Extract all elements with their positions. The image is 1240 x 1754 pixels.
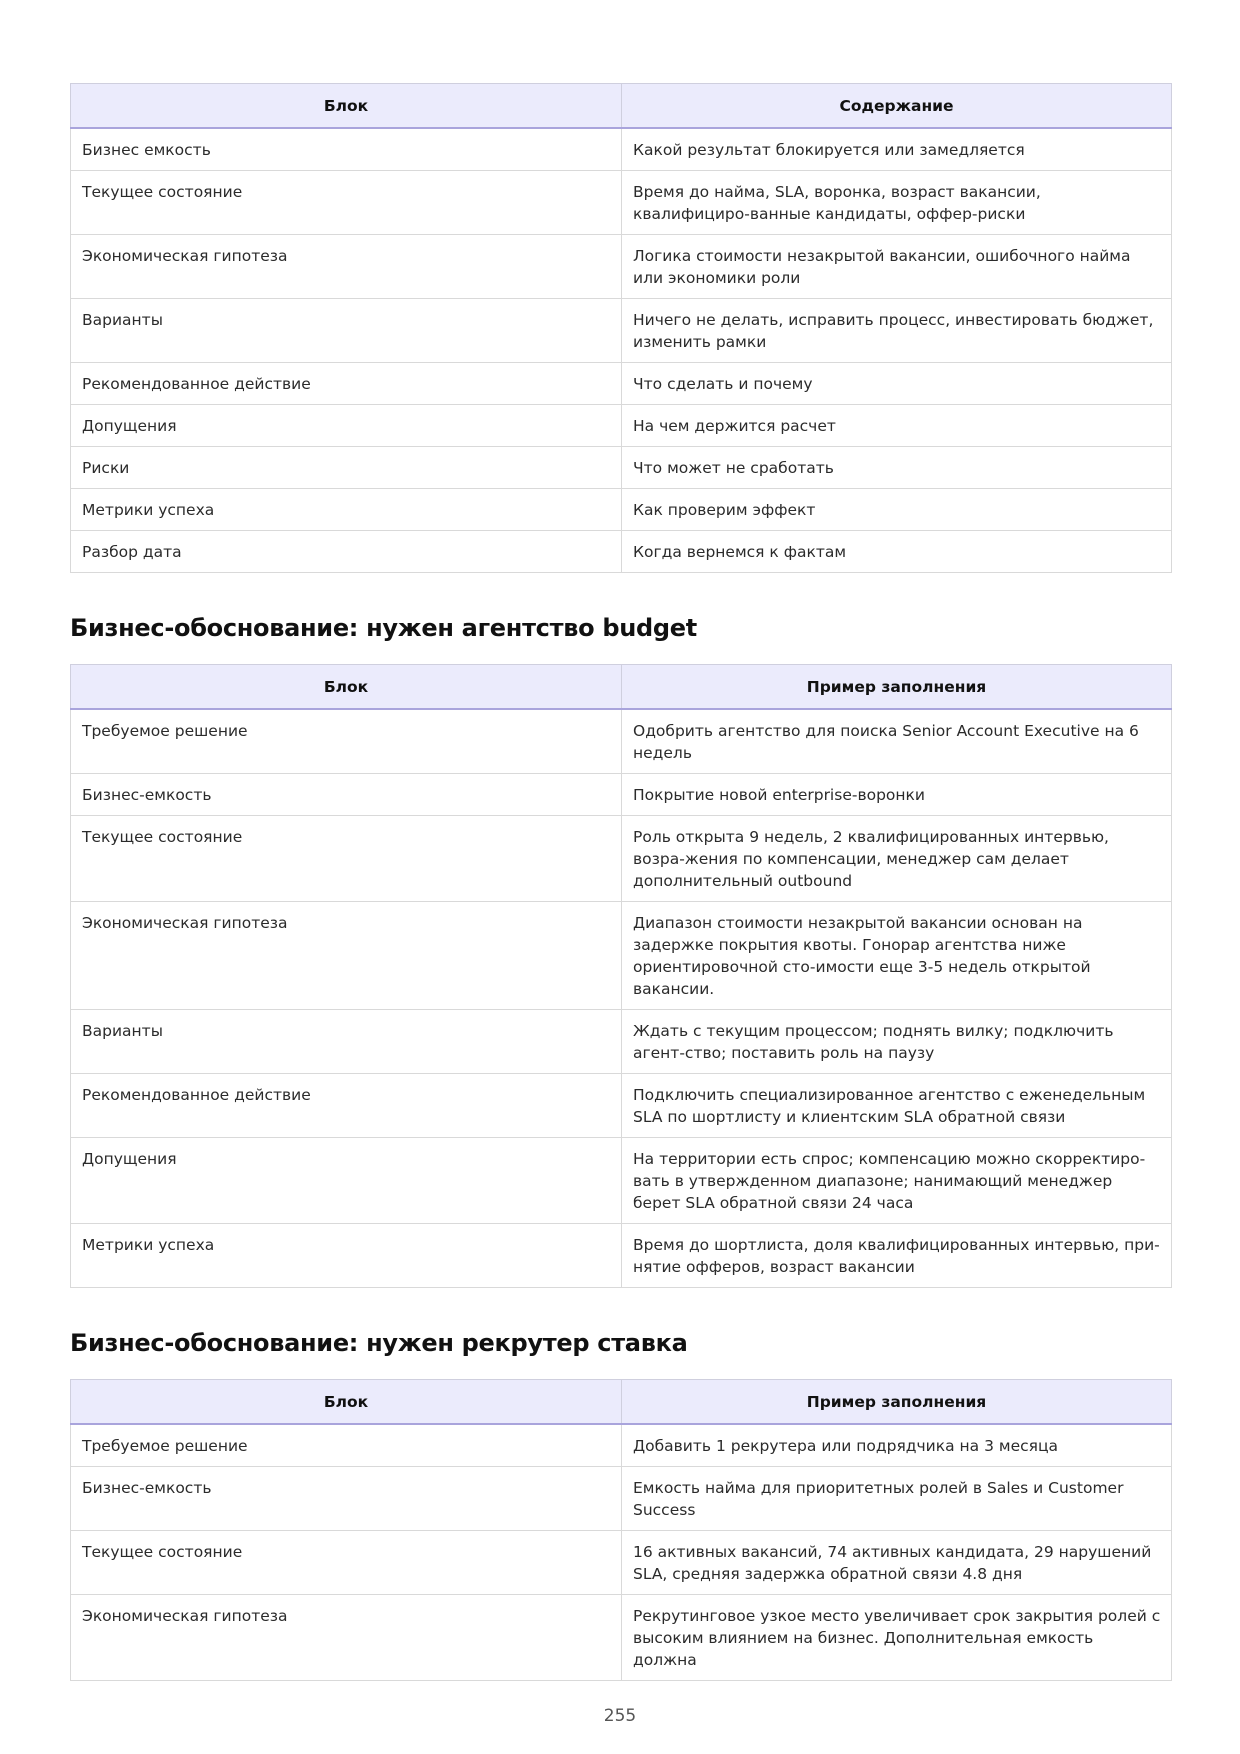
table-cell-block: Варианты [71,1010,622,1074]
table-row [71,171,1172,235]
table-cell-content: Время до найма, SLA, воронка, возраст вакансии, квалифициро-ванные кандидаты, оффер-риски [622,171,1172,235]
table-cell-block: Экономическая гипотеза [71,902,622,1010]
table-cell-block: Бизнес емкость [71,128,622,171]
table-row [71,1531,1172,1595]
table-report-structure [70,83,1172,573]
table-row [71,709,1172,774]
section-title-recruiter-headcount: Бизнес-обоснование: нужен рекрутер ставка [70,1329,688,1357]
table-cell-block: Экономическая гипотеза [71,235,622,299]
table-cell-block: Бизнес-емкость [71,774,622,816]
table-row [71,405,1172,447]
table-cell-content: Что сделать и почему [622,363,1172,405]
table-cell-example: Рекрутинговое узкое место увеличивает срок закрытия ролей с высоким влиянием на бизнес. Дополнительная емкость должна [622,1595,1172,1681]
column-header-block: Блок [71,665,622,710]
table-cell-example: Покрытие новой enterprise-воронки [622,774,1172,816]
table-row [71,774,1172,816]
table-cell-content: Какой результат блокируется или замедляется [622,128,1172,171]
table-row [71,363,1172,405]
column-header-block: Блок [71,84,622,129]
page-number: 255 [603,1706,637,1726]
table-row [71,1138,1172,1224]
table-cell-content: Логика стоимости незакрытой вакансии, ошибочного найма или экономики роли [622,235,1172,299]
table-cell-content: Что может не сработать [622,447,1172,489]
table-cell-block: Текущее состояние [71,816,622,902]
table-header-row [71,1380,1172,1425]
table-recruiter-headcount [70,1379,1172,1681]
table-row [71,1595,1172,1681]
table-cell-content: Когда вернемся к фактам [622,531,1172,573]
table-cell-example: Диапазон стоимости незакрытой вакансии основан на задержке покрытия квоты. Гонорар агентства ниже ориентировочной сто-имости еще 3-5 недель открытой вакансии. [622,902,1172,1010]
table-cell-block: Допущения [71,1138,622,1224]
table-row [71,1467,1172,1531]
table-cell-example: Время до шортлиста, доля квалифицированных интервью, при-нятие офферов, возраст вакансии [622,1224,1172,1288]
table-row [71,489,1172,531]
column-header-content: Содержание [622,84,1172,129]
table-row [71,1224,1172,1288]
table-cell-block: Разбор дата [71,531,622,573]
table-cell-block: Текущее состояние [71,171,622,235]
table-row [71,128,1172,171]
table-cell-block: Рекомендованное действие [71,1074,622,1138]
table-row [71,816,1172,902]
table-cell-block: Бизнес-емкость [71,1467,622,1531]
table-row [71,299,1172,363]
table-cell-block: Рекомендованное действие [71,363,622,405]
table-cell-block: Текущее состояние [71,1531,622,1595]
table-row [71,1074,1172,1138]
table-cell-example: Ждать с текущим процессом; поднять вилку; подключить агент-ство; поставить роль на паузу [622,1010,1172,1074]
table-cell-example: Одобрить агентство для поиска Senior Account Executive на 6 недель [622,709,1172,774]
column-header-example: Пример заполнения [622,665,1172,710]
table-cell-block: Требуемое решение [71,709,622,774]
table-cell-example: Добавить 1 рекрутера или подрядчика на 3 месяца [622,1424,1172,1467]
table-header-row [71,84,1172,129]
table-cell-block: Метрики успеха [71,489,622,531]
table-cell-content: Ничего не делать, исправить процесс, инвестировать бюджет, изменить рамки [622,299,1172,363]
table-cell-block: Риски [71,447,622,489]
table-header-row [71,665,1172,710]
table-cell-block: Требуемое решение [71,1424,622,1467]
table-cell-block: Экономическая гипотеза [71,1595,622,1681]
table-cell-block: Метрики успеха [71,1224,622,1288]
table-cell-content: Как проверим эффект [622,489,1172,531]
table-cell-example: Роль открыта 9 недель, 2 квалифицированных интервью, возра-жения по компенсации, менеджер сам делает дополнительный outbound [622,816,1172,902]
table-agency-budget [70,664,1172,1288]
table-cell-block: Варианты [71,299,622,363]
column-header-example: Пример заполнения [622,1380,1172,1425]
table-row [71,235,1172,299]
table-cell-content: На чем держится расчет [622,405,1172,447]
table-cell-example: 16 активных вакансий, 74 активных кандидата, 29 нарушений SLA, средняя задержка обратной связи 4.8 дня [622,1531,1172,1595]
table-row [71,1424,1172,1467]
section-title-agency-budget: Бизнес-обоснование: нужен агентство budget [70,614,697,642]
table-row [71,902,1172,1010]
table-cell-block: Допущения [71,405,622,447]
page-content [70,83,1171,1681]
table-cell-example: Емкость найма для приоритетных ролей в Sales и Customer Success [622,1467,1172,1531]
table-cell-example: На территории есть спрос; компенсацию можно скорректиро-вать в утвержденном диапазоне; нанимающий менеджер берет SLA обратной связи 24 часа [622,1138,1172,1224]
table-row [71,447,1172,489]
table-row [71,1010,1172,1074]
column-header-block: Блок [71,1380,622,1425]
table-cell-example: Подключить специализированное агентство с еженедельным SLA по шортлисту и клиентским SLA обратной связи [622,1074,1172,1138]
table-row [71,531,1172,573]
